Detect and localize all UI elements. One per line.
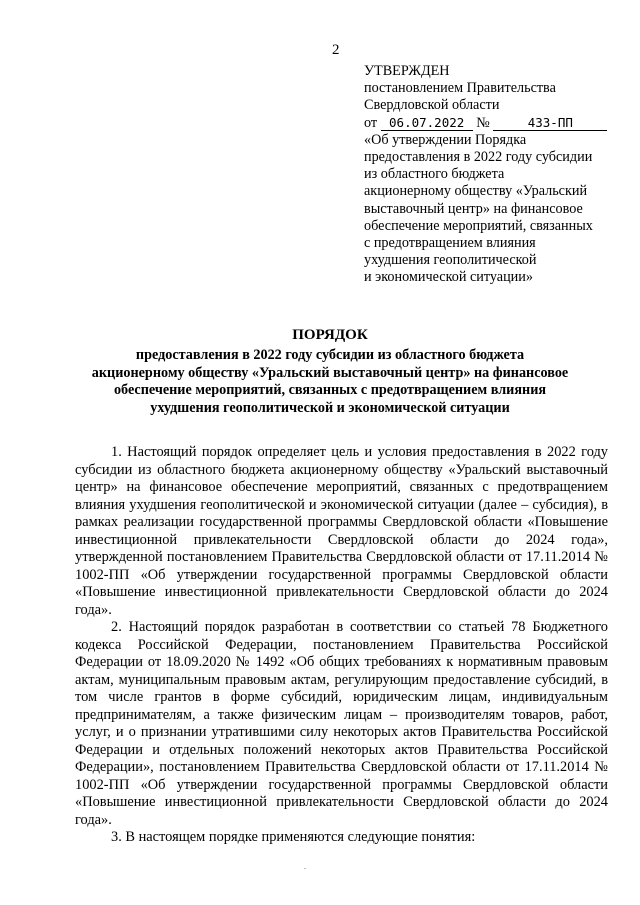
resolution-title-line: выставочный центр» на финансовое [364, 200, 583, 217]
paragraph-2: 2. Настоящий порядок разработан в соответствии со статьей 78 Бюджетного кодекса Российской Федерации, постановлением Правительства Российской Федерации от 18.09.2020 № 1492 «Об общих требованиях к нормативным правовым актам, муниципальным правовым актам, регулирующим предоставление субсидий, в том числе грантов в форме субсидий, юридическим лицам, индивидуальным предпринимателям, а также физическим лицам – производителям товаров, работ, услуг, и о признании утратившими силу некоторых актов Правительства Российской Федерации и отдельных положений некоторых актов Правительства Российской Федерации», постановлением Правительства Свердловской области от 17.11.2014 № 1002-ПП «Об утверждении государственной программы Свердловской области «Повышение инвестиционной привлекательности Свердловской области до 2024 года». [75, 619, 608, 828]
document-subtitle [70, 347, 590, 417]
subtitle-line: предоставления в 2022 году субсидии из областного бюджета [135, 347, 525, 363]
approval-line: Свердловской области [364, 97, 500, 114]
document-body [75, 444, 608, 847]
subtitle-line: ухудшения геополитической и экономической ситуации [150, 399, 510, 416]
number-label: № [476, 114, 490, 131]
approval-block [364, 63, 614, 287]
page-number: 2 [332, 42, 340, 58]
resolution-title-line: и экономической ситуации» [364, 269, 533, 286]
paragraph-1: 1. Настоящий порядок определяет цель и условия предоставления в 2022 году субсидии из областного бюджета акционерному обществу «Уральский выставочный центр» на финансовое обеспечение мероприятий, связанных с предотвращением влияния ухудшения геополитической и экономической ситуации (далее – субсидия), в рамках реализации государственной программы Свердловской области «Повышение инвестиционной привлекательности Свердловской области до 2024 года», утвержденной постановлением Правительства Свердловской области от 17.11.2014 № 1002-ПП «Об утверждении государственной программы Свердловской области «Повышение инвестиционной привлекательности Свердловской области до 2024 года». [75, 444, 608, 618]
resolution-number: 433-ПП [493, 116, 607, 131]
from-label: от [364, 114, 378, 131]
document-title: ПОРЯДОК [292, 327, 368, 343]
resolution-title-line: из областного бюджета [364, 166, 505, 183]
resolution-title-line: предоставления в 2022 году субсидии [364, 149, 593, 166]
approval-date-number-line [364, 115, 614, 132]
approval-title: УТВЕРЖДЕН [364, 63, 450, 79]
resolution-title-line: акционерному обществу «Уральский [364, 183, 588, 200]
document-heading [70, 325, 590, 417]
resolution-title-line: ухудшения геополитической [364, 252, 537, 269]
scan-speck [304, 868, 306, 869]
subtitle-line: акционерному обществу «Уральский выставочный центр» на финансовое [91, 364, 569, 381]
approval-line: постановлением Правительства [364, 80, 556, 97]
resolution-title-line: обеспечение мероприятий, связанных [364, 217, 593, 234]
resolution-title-line: «Об утверждении Порядка [364, 131, 527, 148]
subtitle-line: обеспечение мероприятий, связанных с предотвращением влияния [113, 382, 547, 398]
resolution-title-line: с предотвращением влияния [364, 235, 536, 252]
paragraph-3: 3. В настоящем порядке применяются следующие понятия: [111, 829, 476, 845]
resolution-date: 06.07.2022 [381, 116, 473, 131]
